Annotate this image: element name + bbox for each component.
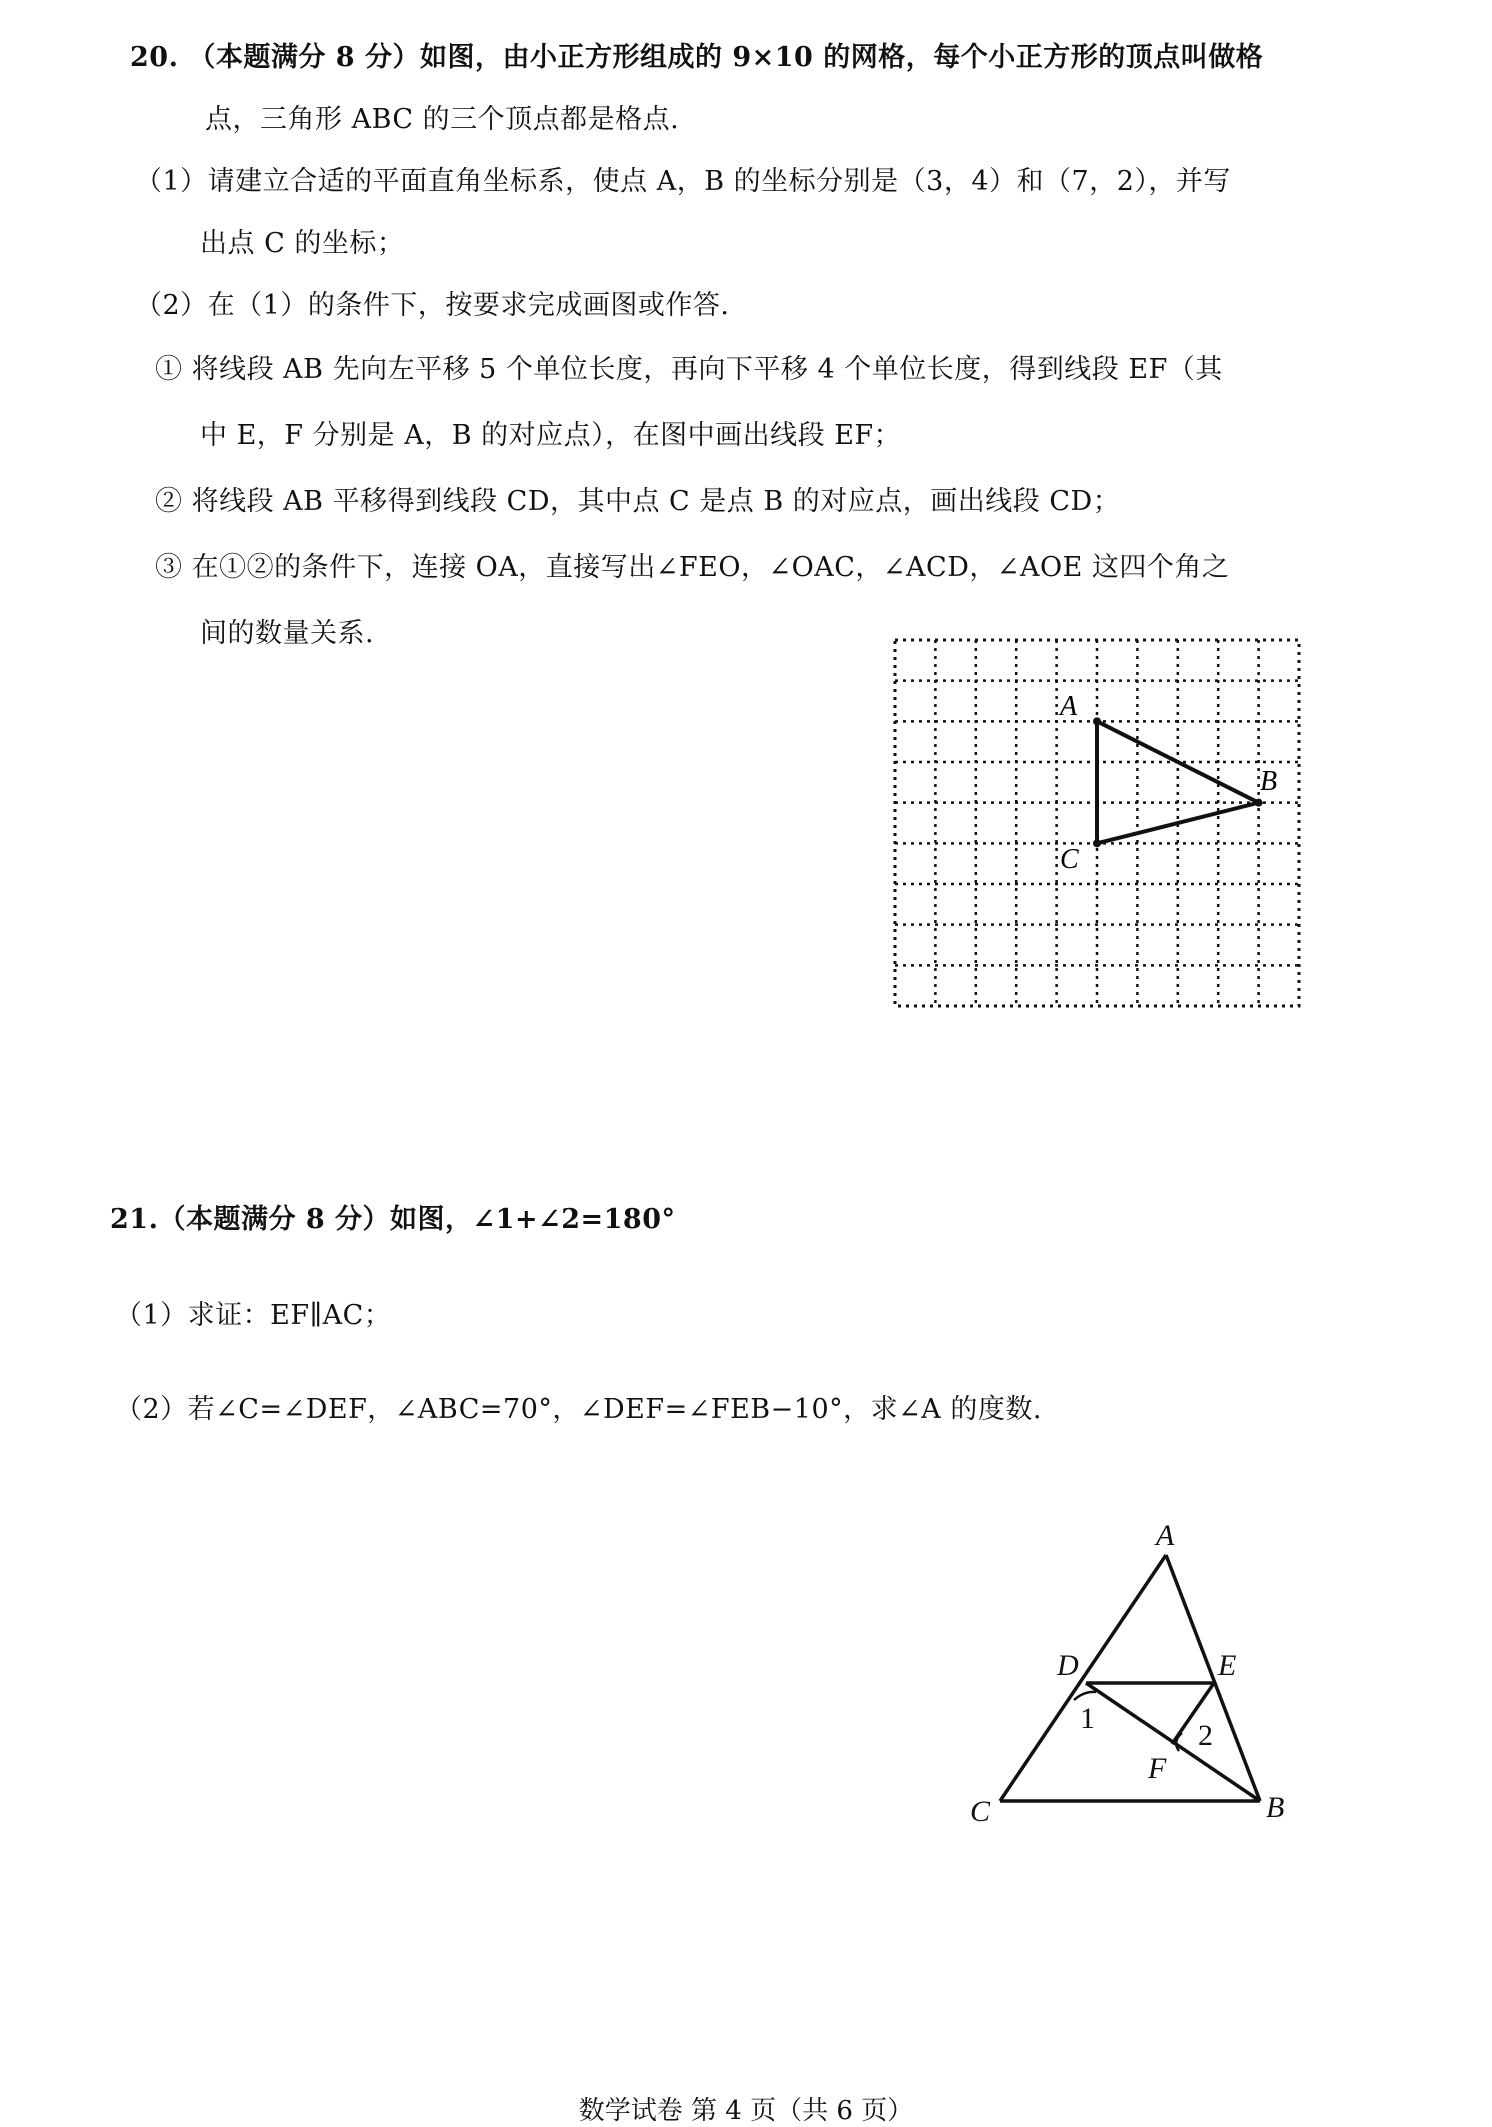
side-ab	[1166, 1555, 1260, 1801]
angle-1-arc	[1074, 1692, 1096, 1700]
q20-step3-line-2: 间的数量关系.	[200, 618, 375, 649]
q20-step1-line-2: 中 E，F 分别是 A，B 的对应点），在图中画出线段 EF；	[200, 420, 902, 451]
q20-step2-line: ② 将线段 AB 平移得到线段 CD，其中点 C 是点 B 的对应点，画出线段 CD；	[155, 486, 1121, 517]
page-footer: 数学试卷 第 4 页（共 6 页）	[578, 2096, 914, 2126]
label-a: A	[1156, 1519, 1175, 1552]
label-a: A	[1060, 691, 1078, 722]
label-b: B	[1266, 1791, 1285, 1824]
point-b	[1255, 799, 1263, 807]
point-c	[1093, 839, 1101, 847]
label-c: C	[1060, 844, 1079, 875]
q20-line-1: 20. （本题满分 8 分）如图，由小正方形组成的 9×10 的网格，每个小正方形的顶点叫做格	[130, 42, 1264, 73]
q20-step1-line-1: ① 将线段 AB 先向左平移 5 个单位长度，再向下平移 4 个单位长度，得到线段 EF（其	[155, 354, 1223, 385]
label-b: B	[1260, 766, 1278, 797]
label-f: F	[1148, 1752, 1167, 1785]
q21-part1-line: （1）求证：EF∥AC；	[115, 1300, 392, 1331]
label-c: C	[970, 1795, 991, 1828]
side-ac	[1000, 1555, 1166, 1801]
q20-part2-line: （2）在（1）的条件下，按要求完成画图或作答.	[135, 290, 730, 321]
triangle-abc	[1097, 721, 1259, 843]
q21-part2-line: （2）若∠C=∠DEF，∠ABC=70°，∠DEF=∠FEB−10°，求∠A 的度数.	[115, 1394, 1042, 1425]
q20-step3-line-1: ③ 在①②的条件下，连接 OA，直接写出∠FEO，∠OAC，∠ACD，∠AOE 这四个角之	[155, 552, 1230, 583]
label-d: D	[1057, 1649, 1079, 1682]
q21-triangle-figure	[960, 1519, 1290, 1828]
q21-line-1: 21.（本题满分 8 分）如图，∠1+∠2=180°	[110, 1204, 676, 1235]
q20-part1-line-2: 出点 C 的坐标；	[200, 228, 405, 259]
q20-line-2: 点，三角形 ABC 的三个顶点都是格点.	[205, 104, 680, 135]
point-a	[1093, 717, 1101, 725]
label-e: E	[1218, 1649, 1237, 1682]
label-1: 1	[1080, 1702, 1095, 1735]
q20-grid-figure	[890, 635, 1310, 1015]
label-2: 2	[1198, 1719, 1213, 1752]
q20-part1-line-1: （1）请建立合适的平面直角坐标系，使点 A，B 的坐标分别是（3，4）和（7，2），并写	[135, 166, 1231, 197]
